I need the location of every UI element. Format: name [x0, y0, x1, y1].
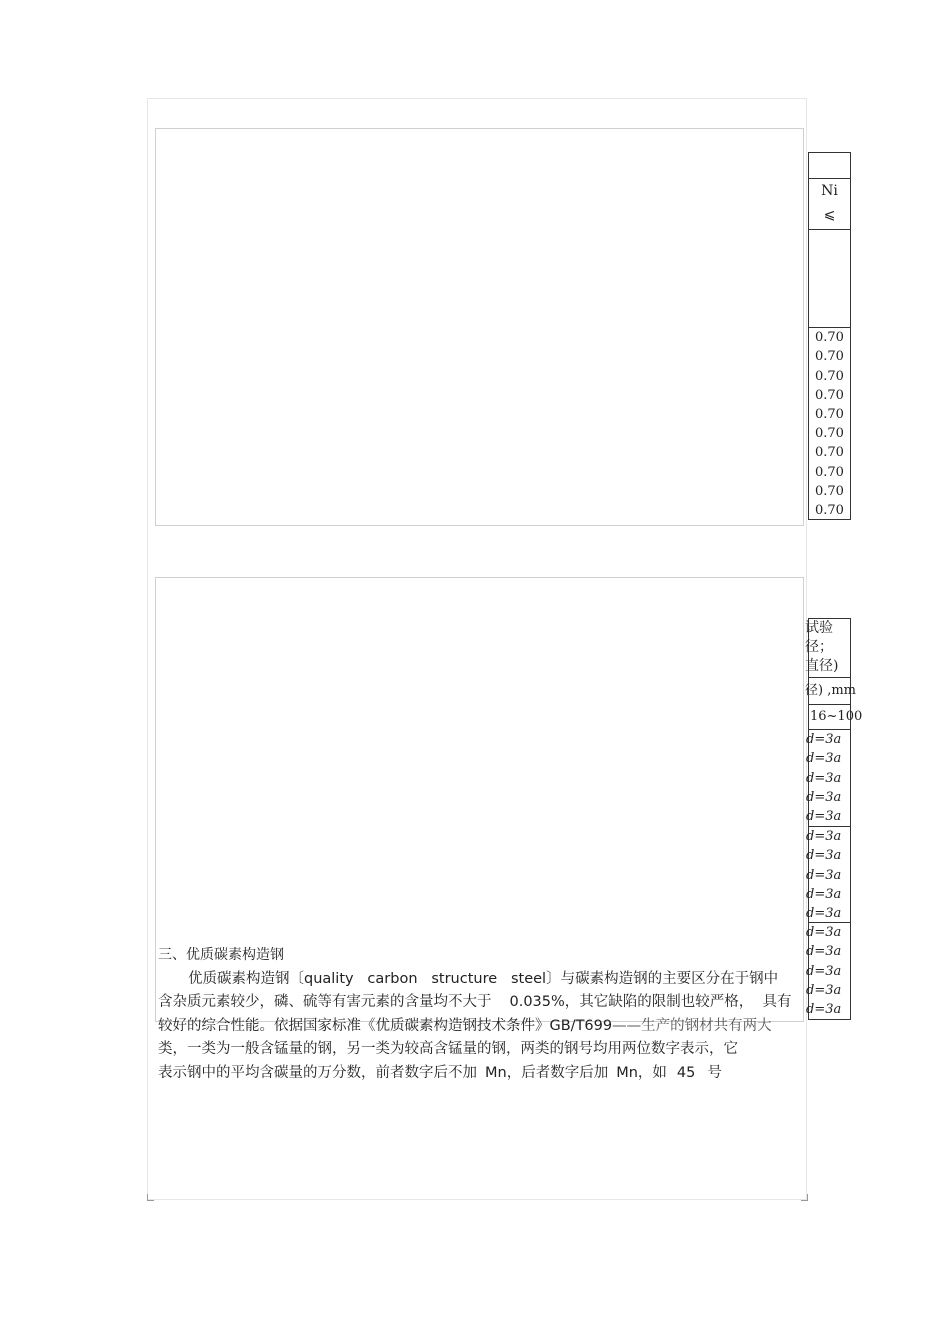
table-cell: 0.70 [815, 483, 844, 499]
text-span: 0.035 [509, 994, 552, 1010]
table-cell: 0.70 [815, 503, 844, 519]
table2-range-label: 16~100 [810, 709, 863, 724]
text-span: Mn [616, 1064, 638, 1081]
table-cell: 0.70 [815, 426, 844, 441]
text-span: Mn [485, 1064, 507, 1081]
table-cell: d=3a [806, 751, 842, 767]
table-cell: 0.70 [815, 330, 844, 345]
page-corner-mark [801, 1194, 808, 1201]
table1-fragment-header [808, 178, 851, 230]
paragraph-line [158, 991, 806, 1015]
page-corner-mark [147, 1194, 154, 1201]
text-span: quality carbon structure steel [304, 970, 547, 987]
table-cell: d=3a [806, 809, 842, 825]
table-cell: d=3a [806, 886, 842, 902]
table-cell: 0.70 [815, 464, 844, 480]
table2-fragment-group2 [808, 826, 851, 923]
table1-fragment-top [808, 152, 851, 179]
table2-fragment-group1 [808, 729, 851, 827]
text-span: ——生产的钢材共有两大 [612, 1017, 772, 1034]
section-title: 三、优质碳素构造钢 [158, 947, 284, 963]
table2-fragment-header [805, 618, 851, 678]
table-cell: d=3a [806, 829, 842, 844]
table-cell: d=3a [806, 963, 842, 979]
table2-fragment-group3 [808, 922, 851, 1020]
text-span: ，如 [637, 1064, 667, 1081]
table-cell: d=3a [806, 867, 842, 883]
paragraph-line [158, 1015, 806, 1039]
table1-fragment-group1 [808, 327, 851, 425]
text-span: %，其它缺陷的限制也较严格， 具有 [551, 994, 792, 1010]
paragraph-line [158, 1062, 806, 1086]
table-cell: 0.70 [815, 368, 844, 384]
table-cell: 0.70 [815, 445, 844, 461]
paragraph-line: 类，一类为一般含锰量的钢，另一类为较高含锰量的钢，两类的钢号均用两位数字表示，它 [158, 1041, 738, 1057]
table2-fragment-unit [805, 677, 856, 705]
table-cell: d=3a [806, 982, 842, 998]
table-cell: d=3a [806, 1002, 842, 1018]
table1-header-ni: Ni [821, 183, 838, 199]
table2-unit-label: 径) ,mm [805, 683, 856, 698]
table2-fragment-range [808, 704, 863, 730]
text-span: ，后者数字后加 [506, 1064, 609, 1081]
text-span: 优质碳素构造钢〔 [188, 970, 304, 987]
table-cell: d=3a [806, 906, 842, 922]
text-span: 号 [707, 1064, 722, 1081]
text-span: 含杂质元素较少，磷、硫等有害元素的含量均不大于 [158, 994, 492, 1010]
text-span: 45 [676, 1064, 696, 1081]
table2-header-line: 试验 [805, 620, 833, 636]
section-text [158, 944, 806, 1085]
table-cell: d=3a [806, 944, 842, 960]
table2-header-line: 直径) [805, 658, 839, 674]
table-cell: d=3a [806, 732, 842, 747]
table1-fragment-group2 [808, 424, 851, 520]
text-span: 表示钢中的平均含碳量的万分数，前者数字后不加 [158, 1064, 477, 1081]
table2-header-line: 径； [805, 639, 833, 655]
image-placeholder-table1 [155, 128, 804, 526]
text-span: 〕与碳素构造钢的主要区分在于钢中 [546, 970, 779, 987]
table-cell: 0.70 [815, 387, 844, 403]
table1-fragment-blank [808, 229, 851, 328]
table1-header-sub: ⩽ [823, 207, 836, 223]
table-cell: 0.70 [815, 407, 844, 423]
table-cell: d=3a [806, 789, 842, 805]
table-cell: d=3a [806, 770, 842, 786]
text-span: GB/T699 [549, 1017, 613, 1034]
table-cell: d=3a [806, 925, 842, 940]
paragraph-line [158, 968, 806, 992]
text-span: 较好的综合性能。依据国家标准《优质碳素构造钢技术条件》 [158, 1017, 550, 1034]
table-cell: d=3a [806, 848, 842, 864]
table-cell: 0.70 [815, 349, 844, 365]
